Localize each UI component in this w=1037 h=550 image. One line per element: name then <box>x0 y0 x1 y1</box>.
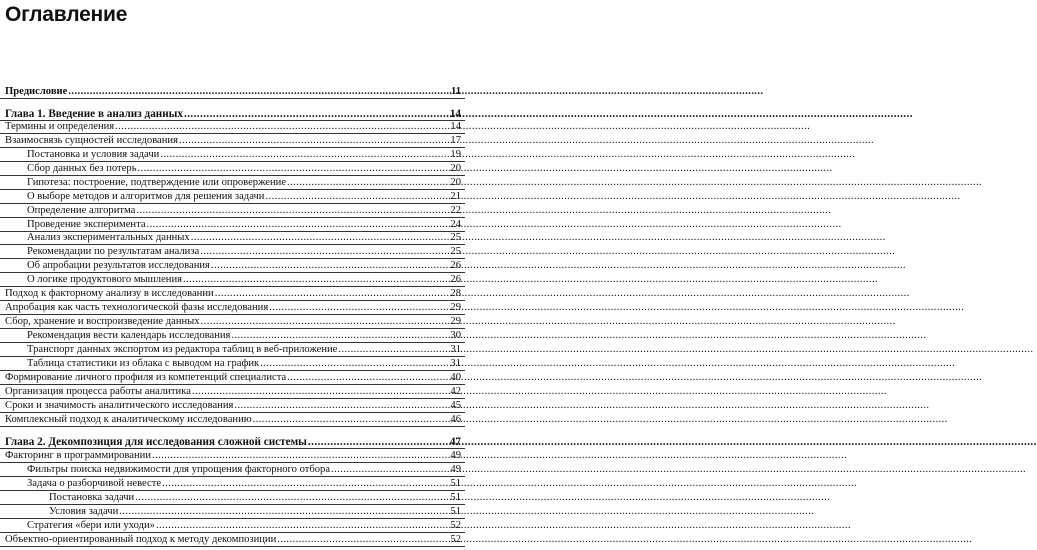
toc-dot-leader <box>253 414 450 426</box>
toc-entry-label: Стратегия «бери или уходи» <box>27 520 155 531</box>
toc-entry[interactable] <box>0 204 465 217</box>
toc-page-number: 21 <box>450 191 461 202</box>
toc-entry-label: Об апробации результатов исследования <box>27 260 210 271</box>
toc-page-number: 22 <box>450 205 461 216</box>
toc-page-number: 49 <box>450 464 461 475</box>
toc-entry[interactable] <box>0 449 465 462</box>
toc-entry-label: Глава 2. Декомпозиция для исследования сложной системы <box>5 436 307 448</box>
page-title: Оглавление <box>5 3 128 26</box>
toc-entry-label: Сбор, хранение и воспроизведение данных <box>5 316 200 327</box>
toc-entry-label: Фильтры поиска недвижимости для упрощения факторного отбора <box>27 464 331 475</box>
toc-dot-leader <box>183 274 449 286</box>
toc-entry[interactable] <box>0 120 465 133</box>
toc-entry-label: Сроки и значимость аналитического исследования <box>5 400 234 411</box>
toc-dot-leader <box>68 86 450 98</box>
toc-dot-leader <box>260 358 449 370</box>
toc-page-number: 24 <box>450 219 461 230</box>
toc-page-number: 30 <box>450 330 461 341</box>
toc-page-number: 11 <box>450 86 461 97</box>
toc-page-number: 31 <box>450 358 461 369</box>
toc-dot-leader <box>215 288 450 300</box>
toc-entry[interactable] <box>0 134 465 147</box>
toc-page-number: 47 <box>449 436 461 448</box>
toc-dot-leader <box>200 246 449 258</box>
toc-dot-leader <box>277 534 449 546</box>
toc-page-number: 14 <box>450 121 461 132</box>
toc-dot-leader <box>231 330 449 342</box>
toc-entry[interactable] <box>0 301 465 314</box>
toc-entry-label: Формирование личного профиля из компетенций специалиста <box>5 372 287 383</box>
toc-page-number: 52 <box>450 534 461 545</box>
toc-dot-leader <box>135 492 449 504</box>
toc-entry-label: Глава 1. Введение в анализ данных <box>5 108 184 120</box>
toc-dot-leader <box>308 436 449 448</box>
toc-entry[interactable] <box>0 357 465 370</box>
toc-entry-label: Комплексный подход к аналитическому исследованию <box>5 414 252 425</box>
toc-dot-leader <box>287 177 449 189</box>
toc-dot-leader <box>119 506 449 518</box>
toc-page-number: 25 <box>450 246 461 257</box>
toc-dot-leader <box>184 108 449 120</box>
toc-entry[interactable] <box>0 245 465 258</box>
toc-page-number: 49 <box>450 450 461 461</box>
toc-entry-label: Объектно-ориентированный подход к методу декомпозиции <box>5 534 277 545</box>
toc-dot-leader <box>138 163 450 175</box>
toc-page-number: 28 <box>450 288 461 299</box>
toc-page-number: 19 <box>450 149 461 160</box>
toc-dot-leader <box>156 520 449 532</box>
toc-dot-leader <box>269 302 449 314</box>
toc-entry[interactable] <box>0 315 465 328</box>
toc-entry[interactable] <box>0 491 465 504</box>
toc-dot-leader <box>331 464 449 476</box>
toc-dot-leader <box>115 121 449 133</box>
toc-entry[interactable] <box>0 371 465 384</box>
toc-entry-label: Апробация как часть технологической фазы исследования <box>5 302 269 313</box>
toc-chapter-entry[interactable] <box>0 107 465 120</box>
toc-entry[interactable] <box>0 343 465 356</box>
toc-dot-leader <box>160 149 449 161</box>
toc-page-number: 51 <box>450 492 461 503</box>
toc-dot-leader <box>338 344 449 356</box>
toc-page-number: 20 <box>450 177 461 188</box>
toc-list <box>0 0 465 550</box>
toc-page-number: 52 <box>450 520 461 531</box>
toc-entry-label: Рекомендация вести календарь исследования <box>27 330 231 341</box>
toc-dot-leader <box>136 205 449 217</box>
toc-page-number: 40 <box>450 372 461 383</box>
toc-entry[interactable] <box>0 287 465 300</box>
toc-entry-label: Рекомендации по результатам анализа <box>27 246 200 257</box>
toc-entry[interactable] <box>0 399 465 412</box>
toc-entry-label: Задача о разборчивой невесте <box>27 478 162 489</box>
toc-dot-leader <box>265 191 449 203</box>
toc-dot-leader <box>179 135 449 147</box>
toc-dot-leader <box>234 400 449 412</box>
toc-entry[interactable] <box>0 413 465 426</box>
toc-entry[interactable] <box>0 148 465 161</box>
toc-dot-leader <box>152 450 449 462</box>
toc-page-number: 26 <box>450 260 461 271</box>
toc-dot-leader <box>191 232 450 244</box>
toc-entry-label: Условия задачи <box>49 506 119 517</box>
toc-page-number: 31 <box>450 344 461 355</box>
toc-entry[interactable] <box>0 505 465 518</box>
toc-entry[interactable] <box>0 385 465 398</box>
toc-entry-label: Постановка и условия задачи <box>27 149 160 160</box>
toc-entry-label: Подход к факторному анализу в исследовании <box>5 288 214 299</box>
toc-entry-label: Предисловие <box>5 86 68 97</box>
toc-dot-leader <box>211 260 449 272</box>
toc-entry[interactable] <box>0 190 465 203</box>
toc-entry[interactable] <box>0 218 465 231</box>
toc-page-number: 17 <box>450 135 461 146</box>
toc-dot-leader <box>162 478 449 490</box>
toc-entry-label: Сбор данных без потерь <box>27 163 137 174</box>
toc-dot-leader <box>201 316 450 328</box>
toc-entry[interactable] <box>0 162 465 175</box>
toc-entry-label: Термины и определения <box>5 121 115 132</box>
toc-page-number: 51 <box>450 506 461 517</box>
toc-page-number: 29 <box>450 316 461 327</box>
toc-entry-label: Гипотеза: построение, подтверждение или опровержение <box>27 177 287 188</box>
toc-entry[interactable] <box>0 85 465 98</box>
toc-page-number: 42 <box>450 386 461 397</box>
toc-page-number: 20 <box>450 163 461 174</box>
toc-entry-label: О логике продуктового мышления <box>27 274 183 285</box>
toc-entry[interactable] <box>0 477 465 490</box>
toc-dot-leader <box>147 219 450 231</box>
toc-page-number: 14 <box>449 108 461 120</box>
toc-row-divider <box>0 546 465 547</box>
toc-chapter-entry[interactable] <box>0 435 465 448</box>
toc-entry[interactable] <box>0 519 465 532</box>
toc-entry[interactable] <box>0 533 465 546</box>
toc-dot-leader <box>287 372 449 384</box>
toc-entry-label: Транспорт данных экспортом из редактора таблиц в веб-приложение <box>27 344 338 355</box>
toc-page-number: 26 <box>450 274 461 285</box>
toc-entry[interactable] <box>0 463 465 476</box>
toc-entry[interactable] <box>0 329 465 342</box>
toc-entry-label: Проведение эксперимента <box>27 219 146 230</box>
toc-entry-label: Таблица статистики из облака с выводом на график <box>27 358 260 369</box>
toc-entry[interactable] <box>0 273 465 286</box>
toc-entry-label: Постановка задачи <box>49 492 135 503</box>
toc-entry-label: Организация процесса работы аналитика <box>5 386 191 397</box>
toc-entry-label: Определение алгоритма <box>27 205 136 216</box>
toc-entry-label: Факторинг в программировании <box>5 450 151 461</box>
toc-entry-label: О выборе методов и алгоритмов для решения задачи <box>27 191 265 202</box>
toc-entry-label: Анализ экспериментальных данных <box>27 232 190 243</box>
toc-page-number: 51 <box>450 478 461 489</box>
toc-page-number: 25 <box>450 232 461 243</box>
toc-entry-label: Взаимосвязь сущностей исследования <box>5 135 178 146</box>
toc-row-divider <box>0 426 465 427</box>
toc-row-divider <box>0 98 465 99</box>
toc-entry[interactable] <box>0 176 465 189</box>
toc-page <box>0 0 465 550</box>
toc-entry[interactable] <box>0 231 465 244</box>
toc-page-number: 29 <box>450 302 461 313</box>
toc-entry[interactable] <box>0 259 465 272</box>
toc-dot-leader <box>192 386 449 398</box>
toc-page-number: 45 <box>450 400 461 411</box>
toc-page-number: 46 <box>450 414 461 425</box>
